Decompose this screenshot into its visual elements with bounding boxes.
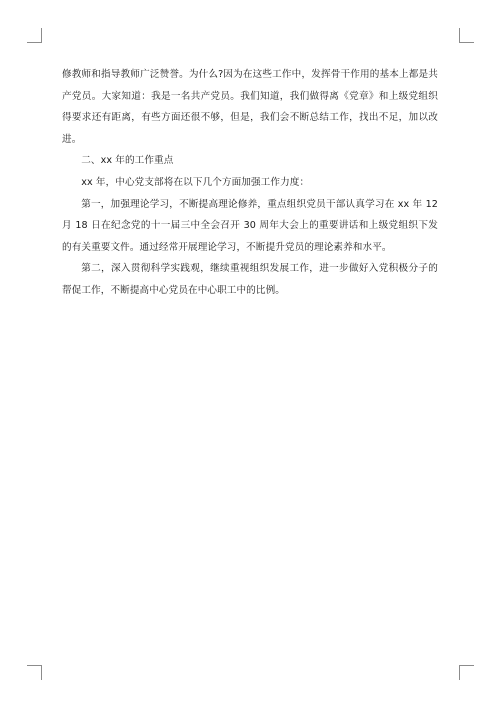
paragraph-continuation: 修教师和指导教师广泛赞誉。为什么?因为在这些工作中，发挥骨干作用的基本上都是共产党员。大家知道：我是一名共产党员。我们知道，我们做得离《党章》和上级党组织得要求还有距离，有些方面还很不够，但是，我们会不断总结工作，找出不足，加以改进。 (62, 69, 438, 145)
corner-mark-bottom-right (459, 665, 474, 680)
document-body (62, 64, 438, 302)
section-heading: 二、xx 年的工作重点 (81, 155, 174, 167)
corner-mark-top-left (27, 28, 42, 43)
paragraph-point-two: 第二，深入贯彻科学实践观，继续重视组织发展工作，进一步做好入党积极分子的帮促工作，不断提高中心党员在中心职工中的比例。 (62, 263, 438, 296)
paragraph-intro: xx 年，中心党支部将在以下几个方面加强工作力度： (81, 176, 310, 188)
paragraph-point-one: 第一，加强理论学习，不断提高理论修养，重点组织党员干部认真学习在 xx 年 12 月 18 日在纪念党的十一届三中全会召开 30 周年大会上的重要讲话和上级党组织下发的有关重要文件。通过经常开展理论学习，不断提升党员的理论素养和水平。 (62, 198, 438, 253)
corner-mark-bottom-left (27, 665, 42, 680)
corner-mark-top-right (459, 28, 474, 43)
